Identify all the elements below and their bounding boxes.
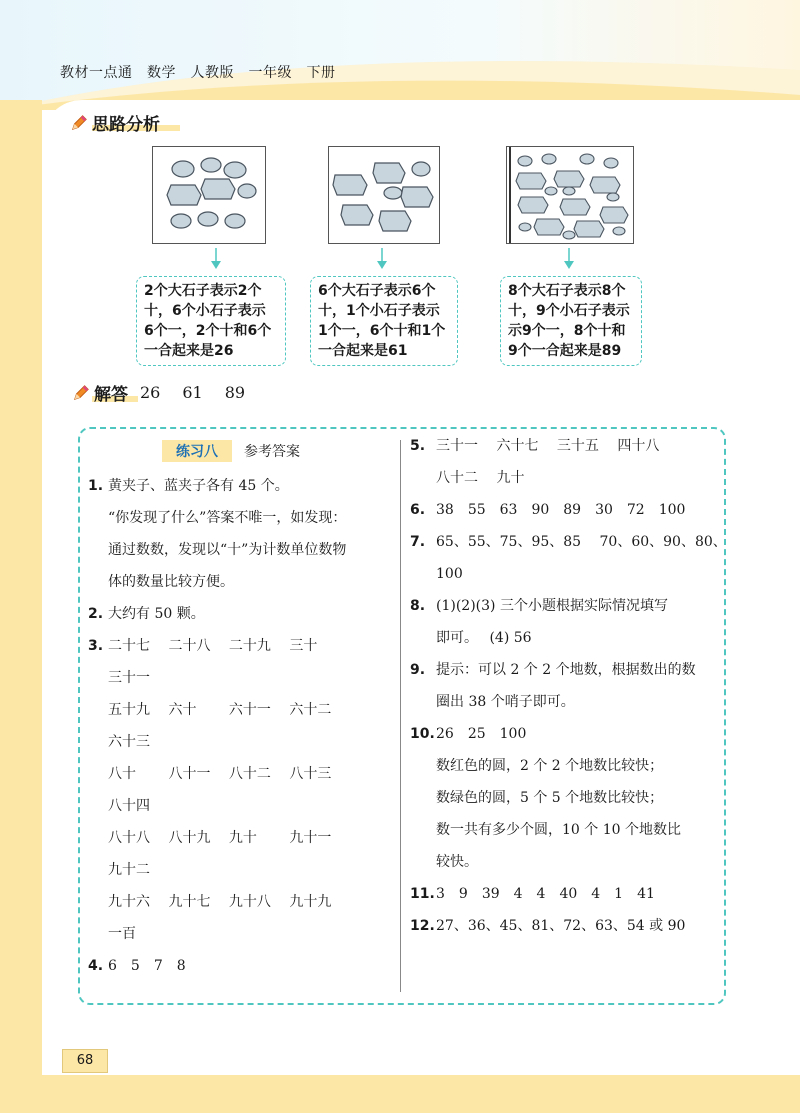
note-line: 一合起来是26 [144,343,234,359]
answer-line [88,566,396,598]
item-text: 26 25 100 [436,726,527,742]
item-text: 九十二 [108,862,150,878]
answer-value: 61 [182,383,203,402]
item-text: 数绿色的圆，5 个 5 个地数比较快； [436,790,664,806]
arrow-down-icon [210,248,222,270]
book-title: 教材一点通 数学 人教版 一年级 下册 [60,65,336,81]
answer-value: 89 [224,383,246,402]
answer-line [88,598,396,630]
answer-line [410,686,722,718]
arrow-down-icon [563,248,575,270]
stone-picture-89 [506,146,634,244]
item-text: 黄夹子、蓝夹子各有 45 个。 [108,478,289,494]
left-margin-strip [0,100,42,1113]
item-text: 38 55 63 90 89 30 72 100 [436,502,686,518]
note-line: 十，9个小石子表示 [508,303,630,319]
left-answer-column [88,470,396,982]
exercise-badge: 练习八 [162,440,232,462]
answer-line [88,886,396,918]
answer-label: 解答 [94,385,128,405]
note-line: 6个一，2个十和6个 [144,323,272,339]
item-text: 八十四 [108,798,150,814]
arrow-down-icon [376,248,388,270]
analysis-note-3 [500,276,642,366]
item-text: 27、36、45、81、72、63、54 或 90 [436,918,686,934]
item-text: 3 9 39 4 4 40 4 1 41 [436,886,655,902]
stone-picture-61 [328,146,440,244]
answer-line [410,430,722,462]
answer-line [410,654,722,686]
answer-line [88,854,396,886]
item-number: 1. [88,478,104,494]
note-line: 一合起来是61 [318,343,408,359]
answer-line [410,462,722,494]
item-text: 大约有 50 颗。 [108,606,205,622]
answer-line [88,822,396,854]
note-line: 十，1个小石子表示 [318,303,440,319]
analysis-note-2 [310,276,458,366]
answer-line [410,494,722,526]
exercise-title [162,440,300,462]
answer-line [410,526,727,558]
answer-line [88,950,396,982]
pencil-icon [72,384,90,402]
item-text: 八十八 八十九 九十 九十一 [108,830,332,846]
item-text: 一百 [108,926,136,942]
note-line: 6个大石子表示6个 [318,283,436,299]
page-number: 68 [62,1049,108,1073]
item-text: 6 5 7 8 [108,958,186,974]
item-text: 圈出 38 个哨子即可。 [436,694,575,710]
answer-line [410,750,722,782]
item-text: 二十七 二十八 二十九 三十 [108,638,318,654]
item-number: 12. [410,918,435,934]
answer-line [410,622,722,654]
item-number: 6. [410,502,426,518]
item-text: 八十二 九十 [436,470,525,486]
note-line: 示9个一，8个十和 [508,323,626,339]
item-number: 8. [410,598,426,614]
item-number: 7. [410,534,426,550]
note-line: 2个大石子表示2个 [144,283,262,299]
item-number: 10. [410,726,435,742]
exercise-subtitle: 参考答案 [244,444,300,460]
item-number: 3. [88,638,104,654]
answer-line [88,694,396,726]
note-line: 1个一，6个十和1个 [318,323,446,339]
item-text: 三十一 [108,670,150,686]
answer-line [410,846,722,878]
analysis-title: 思路分析 [92,115,160,135]
item-number: 5. [410,438,426,454]
item-text: 三十一 六十七 三十五 四十八 [436,438,660,454]
bottom-band [0,1075,800,1113]
answer-line [88,662,396,694]
answer-line [88,502,396,534]
item-text: 提示：可以 2 个 2 个地数，根据数出的数 [436,662,696,678]
item-text: 体的数量比较方便。 [108,574,234,590]
answer-line [410,878,722,910]
item-text: 100 [436,566,463,582]
answer-line [410,910,722,942]
item-text: 即可。 (4) 56 [436,630,532,646]
answer-line [410,590,722,622]
analysis-note-1 [136,276,286,366]
item-number: 9. [410,662,426,678]
item-text: 65、55、75、95、85 70、60、90、80、 [436,534,727,550]
item-number: 4. [88,958,104,974]
note-line: 十，6个小石子表示 [144,303,266,319]
item-number: 2. [88,606,104,622]
answer-line [88,470,396,502]
answer-line [88,534,396,566]
item-text: 六十三 [108,734,150,750]
answer-value: 26 [140,383,161,402]
item-text: 较快。 [436,854,478,870]
note-line: 9个一合起来是89 [508,343,622,359]
answer-line [410,814,722,846]
analysis-heading [70,110,160,135]
answer-line [410,718,722,750]
answer-line [88,758,396,790]
answer-line [410,782,722,814]
column-divider [400,440,401,992]
answer-line [88,726,396,758]
item-text: 数红色的圆，2 个 2 个地数比较快； [436,758,664,774]
answer-line [88,630,396,662]
item-text: 通过数数，发现以“十”为计数单位数物 [108,542,347,558]
right-answer-column [410,430,727,942]
item-text: 数一共有多少个圆，10 个 10 个地数比 [436,822,681,838]
answer-line [88,918,396,950]
header-background [0,0,800,110]
note-line: 8个大石子表示8个 [508,283,626,299]
item-text: 五十九 六十 六十一 六十二 [108,702,332,718]
pencil-icon [70,114,88,132]
item-text: “你发现了什么”答案不唯一，如发现： [108,510,347,526]
answer-row [72,380,267,405]
item-text: 九十六 九十七 九十八 九十九 [108,894,332,910]
stone-picture-26 [152,146,266,244]
answer-line [410,558,722,590]
item-number: 11. [410,886,435,902]
item-text: 八十 八十一 八十二 八十三 [108,766,332,782]
item-text: (1)(2)(3) 三个小题根据实际情况填写 [436,598,668,614]
answer-line [88,790,396,822]
